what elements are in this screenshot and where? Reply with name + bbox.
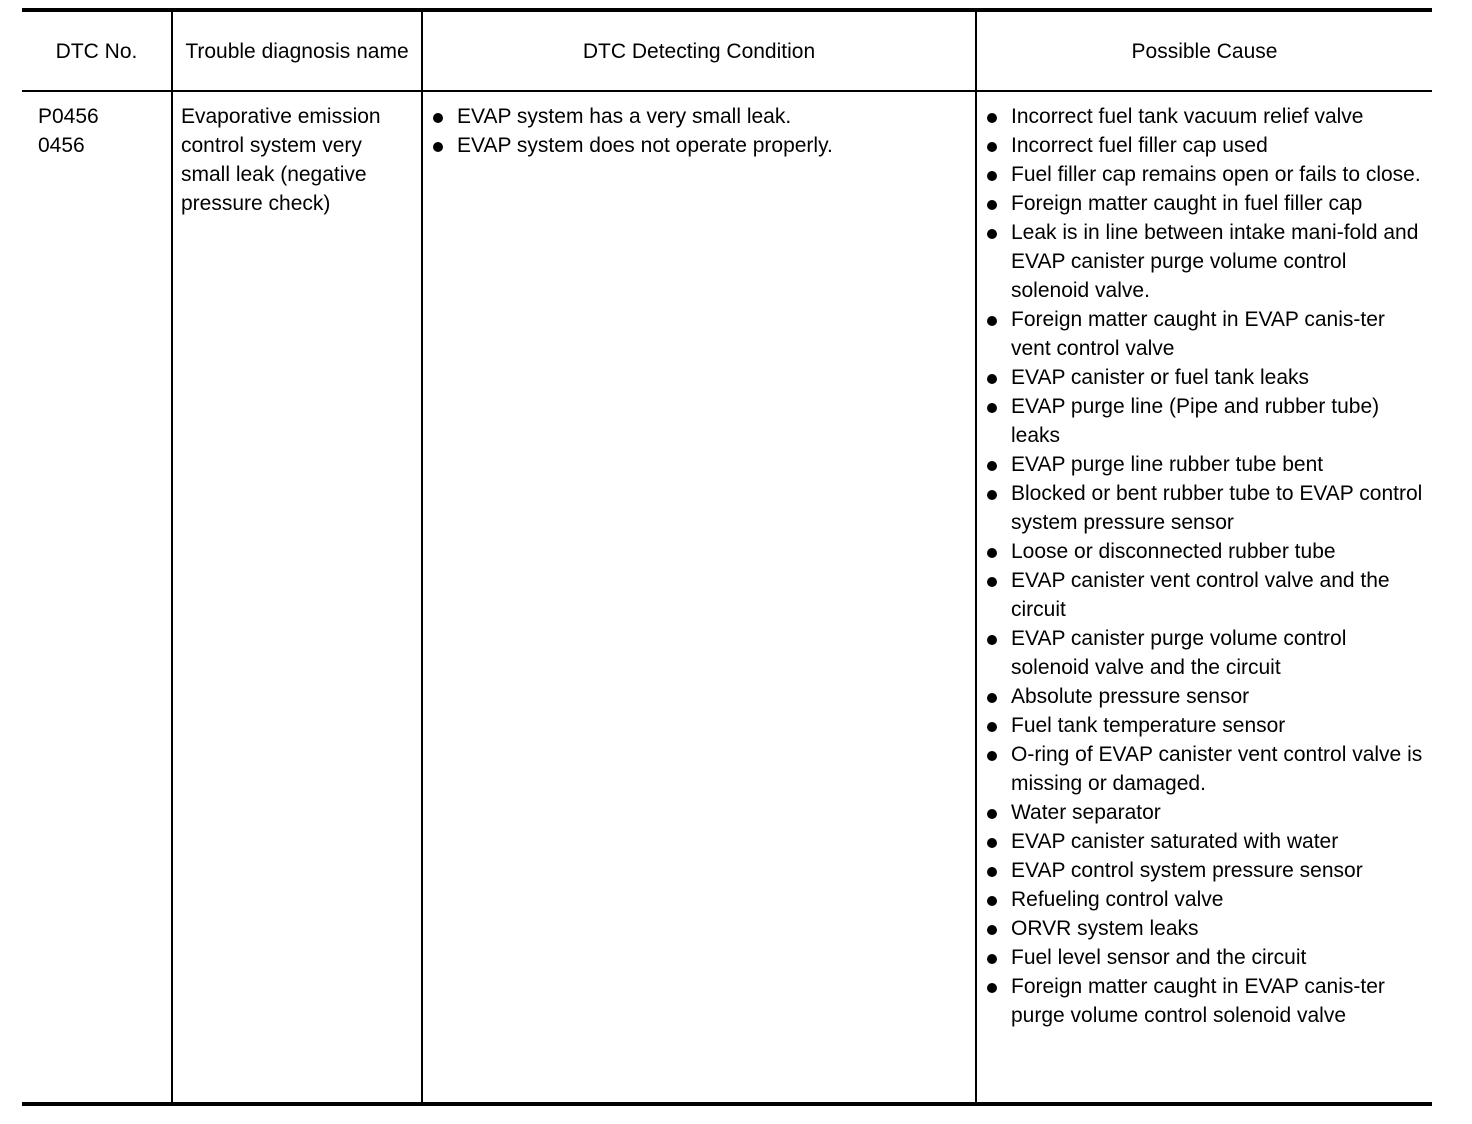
possible-cause-item: EVAP canister or fuel tank leaks	[985, 363, 1424, 392]
possible-cause-item: Foreign matter caught in EVAP canis-ter vent control valve	[985, 305, 1424, 363]
possible-cause-item: Refueling control valve	[985, 885, 1424, 914]
detecting-condition-list	[431, 102, 967, 160]
possible-cause-item: Foreign matter caught in fuel filler cap	[985, 189, 1424, 218]
possible-cause-item: Loose or disconnected rubber tube	[985, 537, 1424, 566]
possible-cause-cell	[976, 91, 1432, 1104]
possible-cause-item: Blocked or bent rubber tube to EVAP control system pressure sensor	[985, 479, 1424, 537]
header-dtc-no: DTC No.	[22, 10, 172, 91]
possible-cause-item: EVAP control system pressure sensor	[985, 856, 1424, 885]
dtc-table	[22, 8, 1432, 1106]
dtc-code: P0456	[38, 105, 99, 128]
possible-cause-item: Leak is in line between intake mani-fold and EVAP canister purge volume control solenoid valve.	[985, 218, 1424, 305]
detecting-condition-cell	[422, 91, 976, 1104]
header-possible-cause: Possible Cause	[976, 10, 1432, 91]
table-row	[22, 91, 1432, 1104]
possible-cause-item: ORVR system leaks	[985, 914, 1424, 943]
header-trouble-diagnosis-name: Trouble diagnosis name	[172, 10, 422, 91]
possible-cause-item: Water separator	[985, 798, 1424, 827]
possible-cause-item: O-ring of EVAP canister vent control valve is missing or damaged.	[985, 740, 1424, 798]
possible-cause-item: Incorrect fuel filler cap used	[985, 131, 1424, 160]
detecting-condition-item: EVAP system does not operate properly.	[431, 131, 967, 160]
table-header	[22, 10, 1432, 91]
possible-cause-item: Fuel tank temperature sensor	[985, 711, 1424, 740]
possible-cause-item: Fuel filler cap remains open or fails to close.	[985, 160, 1424, 189]
possible-cause-item: Foreign matter caught in EVAP canis-ter purge volume control solenoid valve	[985, 972, 1424, 1030]
possible-cause-item: Fuel level sensor and the circuit	[985, 943, 1424, 972]
dtc-code: 0456	[38, 134, 85, 157]
header-dtc-detecting-condition: DTC Detecting Condition	[422, 10, 976, 91]
possible-cause-item: EVAP purge line rubber tube bent	[985, 450, 1424, 479]
possible-cause-item: EVAP purge line (Pipe and rubber tube) leaks	[985, 392, 1424, 450]
header-row	[22, 10, 1432, 91]
possible-cause-item: Absolute pressure sensor	[985, 682, 1424, 711]
detecting-condition-item: EVAP system has a very small leak.	[431, 102, 967, 131]
possible-cause-item: EVAP canister saturated with water	[985, 827, 1424, 856]
diagnosis-name-cell: Evaporative emission control system very small leak (negative pressure check)	[172, 91, 422, 1104]
possible-cause-item: EVAP canister vent control valve and the circuit	[985, 566, 1424, 624]
possible-cause-item: Incorrect fuel tank vacuum relief valve	[985, 102, 1424, 131]
dtc-code-cell	[22, 91, 172, 1104]
possible-cause-item: EVAP canister purge volume control solenoid valve and the circuit	[985, 624, 1424, 682]
possible-cause-list	[985, 102, 1424, 1030]
